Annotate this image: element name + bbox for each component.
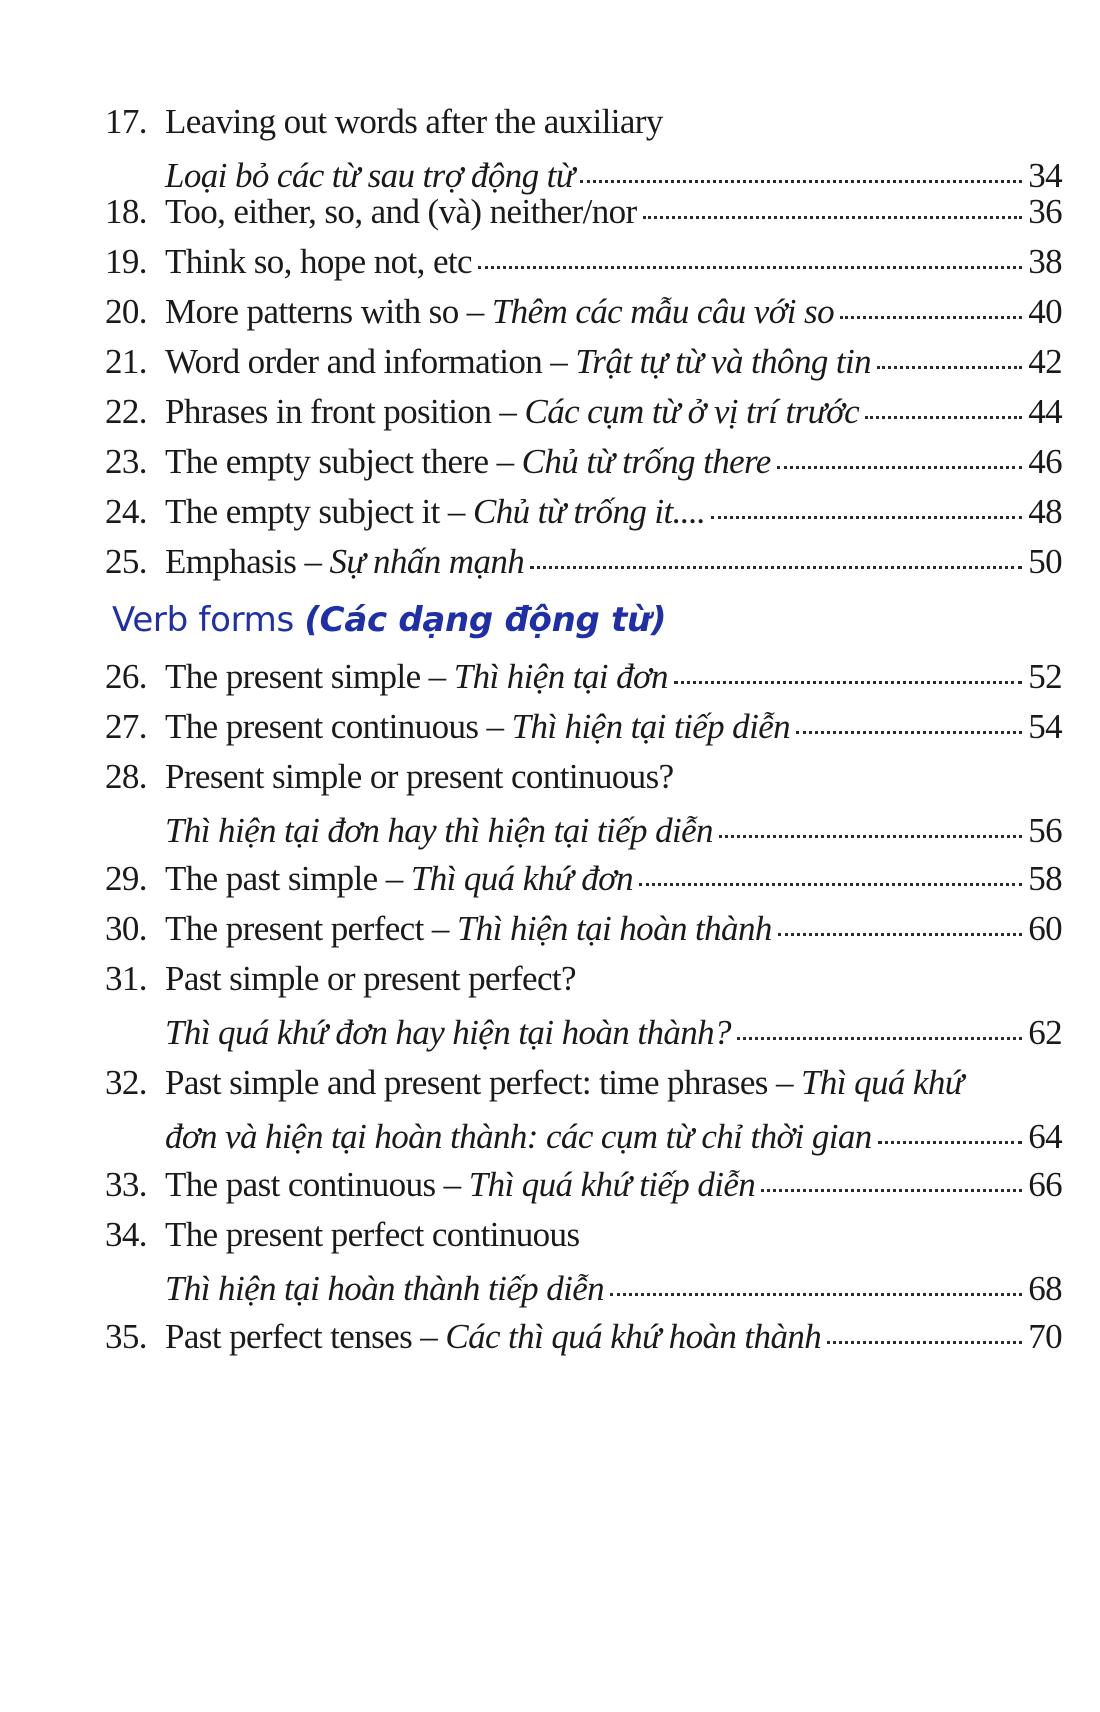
dot-leader xyxy=(719,835,1022,838)
entry-title-en: The empty subject there – xyxy=(165,442,514,481)
entry-page: 36 xyxy=(1028,192,1062,231)
dot-leader xyxy=(777,466,1022,469)
toc-entry-25[interactable] xyxy=(105,535,1062,589)
entry-title-vi: Chủ từ trống it.... xyxy=(472,492,706,531)
entry-title-vi: Sự nhấn mạnh xyxy=(329,542,525,581)
entry-number: 25. xyxy=(105,542,147,581)
entry-title-en: The present continuous – xyxy=(165,707,504,746)
dot-leader xyxy=(877,366,1022,369)
entry-title-en: Emphasis – xyxy=(165,542,322,581)
entry-title-vi: Thì hiện tại đơn hay thì hiện tại tiếp diễn xyxy=(165,811,713,850)
dot-leader xyxy=(878,1141,1022,1144)
entry-page: 44 xyxy=(1028,392,1062,431)
entry-title-vi: Loại bỏ các từ sau trợ động từ xyxy=(165,156,575,195)
toc-entry-21[interactable] xyxy=(105,335,1062,389)
entry-title-vi-a: Thì quá khứ xyxy=(801,1063,964,1102)
toc-entry-30[interactable] xyxy=(105,902,1062,956)
toc-entry-34[interactable] xyxy=(105,1208,1062,1316)
toc-entry-27[interactable] xyxy=(105,700,1062,754)
entry-page: 64 xyxy=(1028,1117,1062,1156)
dot-leader xyxy=(761,1189,1022,1192)
entry-number: 31. xyxy=(105,959,147,998)
toc-entry-20[interactable] xyxy=(105,285,1062,339)
entry-title-en: Past simple and present perfect: time phrases – xyxy=(165,1063,793,1102)
entry-page: 70 xyxy=(1028,1317,1062,1356)
entry-title-en: Word order and information – xyxy=(165,342,568,381)
entry-number: 32. xyxy=(105,1063,147,1102)
entry-title-vi: Thêm các mẫu câu với so xyxy=(491,292,834,331)
entry-page: 54 xyxy=(1028,707,1062,746)
entry-number: 27. xyxy=(105,707,147,746)
entry-title-vi: Trật tự từ và thông tin xyxy=(575,342,872,381)
entry-title-en: More patterns with so – xyxy=(165,292,484,331)
entry-number: 20. xyxy=(105,292,147,331)
dot-leader xyxy=(639,883,1022,886)
entry-page: 42 xyxy=(1028,342,1062,381)
entry-page: 46 xyxy=(1028,442,1062,481)
dot-leader xyxy=(840,316,1022,319)
dot-leader xyxy=(778,933,1022,936)
entry-page: 60 xyxy=(1028,909,1062,948)
entry-page: 38 xyxy=(1028,242,1062,281)
entry-number: 28. xyxy=(105,757,147,796)
toc-entry-28[interactable] xyxy=(105,750,1062,858)
entry-number: 35. xyxy=(105,1317,147,1356)
dot-leader xyxy=(530,566,1022,569)
toc-entry-31[interactable] xyxy=(105,952,1062,1060)
entry-title-vi: Chủ từ trống there xyxy=(521,442,771,481)
toc-entry-32[interactable] xyxy=(105,1056,1062,1164)
entry-number: 22. xyxy=(105,392,147,431)
entry-number: 18. xyxy=(105,192,147,231)
entry-title-vi: Các cụm từ ở vị trí trước xyxy=(524,392,860,431)
dot-leader xyxy=(478,266,1022,269)
entry-title-en: The present perfect – xyxy=(165,909,449,948)
toc-entry-33[interactable] xyxy=(105,1158,1062,1212)
toc-entry-19[interactable] xyxy=(105,235,1062,289)
entry-title-vi: Thì hiện tại hoàn thành xyxy=(456,909,772,948)
entry-number: 30. xyxy=(105,909,147,948)
entry-title-en: The empty subject it – xyxy=(165,492,465,531)
entry-number: 19. xyxy=(105,242,147,281)
entry-page: 34 xyxy=(1028,156,1062,195)
entry-title-en: The past simple – xyxy=(165,859,403,898)
section-heading xyxy=(112,600,666,640)
entry-title-en: Past perfect tenses – xyxy=(165,1317,438,1356)
entry-title-en: The past continuous – xyxy=(165,1165,461,1204)
entry-number: 21. xyxy=(105,342,147,381)
entry-number: 17. xyxy=(105,102,147,141)
section-title-en: Verb forms xyxy=(112,600,294,640)
entry-title-vi: Thì hiện tại tiếp diễn xyxy=(511,707,791,746)
entry-title-en: Phrases in front position – xyxy=(165,392,517,431)
entry-number: 34. xyxy=(105,1215,147,1254)
entry-title-en: Past simple or present perfect? xyxy=(165,959,576,998)
dot-leader xyxy=(737,1037,1022,1040)
entry-title-en: Think so, hope not, etc xyxy=(165,242,472,281)
dot-leader xyxy=(674,681,1022,684)
entry-title-en: The present simple – xyxy=(165,657,446,696)
entry-page: 52 xyxy=(1028,657,1062,696)
entry-page: 66 xyxy=(1028,1165,1062,1204)
entry-title-vi: Thì quá khứ đơn hay hiện tại hoàn thành? xyxy=(165,1013,731,1052)
entry-page: 56 xyxy=(1028,811,1062,850)
entry-number: 23. xyxy=(105,442,147,481)
entry-title-vi: Thì quá khứ tiếp diễn xyxy=(468,1165,756,1204)
entry-page: 48 xyxy=(1028,492,1062,531)
dot-leader xyxy=(643,216,1022,219)
entry-title-en: Leaving out words after the auxiliary xyxy=(165,102,663,141)
toc-entry-26[interactable] xyxy=(105,650,1062,704)
dot-leader xyxy=(796,731,1022,734)
entry-title-en: Present simple or present continuous? xyxy=(165,757,674,796)
toc-entry-24[interactable] xyxy=(105,485,1062,539)
entry-title-vi: Thì quá khứ đơn xyxy=(410,859,634,898)
entry-page: 50 xyxy=(1028,542,1062,581)
entry-title-vi: đơn và hiện tại hoàn thành: các cụm từ chỉ thời gian xyxy=(165,1117,872,1156)
toc-entry-18[interactable] xyxy=(105,185,1062,239)
dot-leader xyxy=(580,180,1022,183)
entry-title-vi: Các thì quá khứ hoàn thành xyxy=(445,1317,822,1356)
section-title-vi: (Các dạng động từ) xyxy=(304,600,667,640)
entry-number: 33. xyxy=(105,1165,147,1204)
entry-page: 62 xyxy=(1028,1013,1062,1052)
toc-entry-35[interactable] xyxy=(105,1310,1062,1364)
entry-title-en: The present perfect continuous xyxy=(165,1215,580,1254)
entry-title-vi: Thì hiện tại hoàn thành tiếp diễn xyxy=(165,1269,605,1308)
entry-number: 26. xyxy=(105,657,147,696)
toc-entry-23[interactable] xyxy=(105,435,1062,489)
entry-page: 40 xyxy=(1028,292,1062,331)
dot-leader xyxy=(865,416,1022,419)
entry-title-vi: Thì hiện tại đơn xyxy=(453,657,668,696)
entry-number: 29. xyxy=(105,859,147,898)
toc-entry-22[interactable] xyxy=(105,385,1062,439)
dot-leader xyxy=(610,1293,1022,1296)
dot-leader xyxy=(711,516,1022,519)
toc-entry-29[interactable] xyxy=(105,852,1062,906)
entry-number: 24. xyxy=(105,492,147,531)
entry-page: 58 xyxy=(1028,859,1062,898)
entry-title-en: Too, either, so, and (và) neither/nor xyxy=(165,192,637,231)
dot-leader xyxy=(827,1341,1022,1344)
entry-page: 68 xyxy=(1028,1269,1062,1308)
